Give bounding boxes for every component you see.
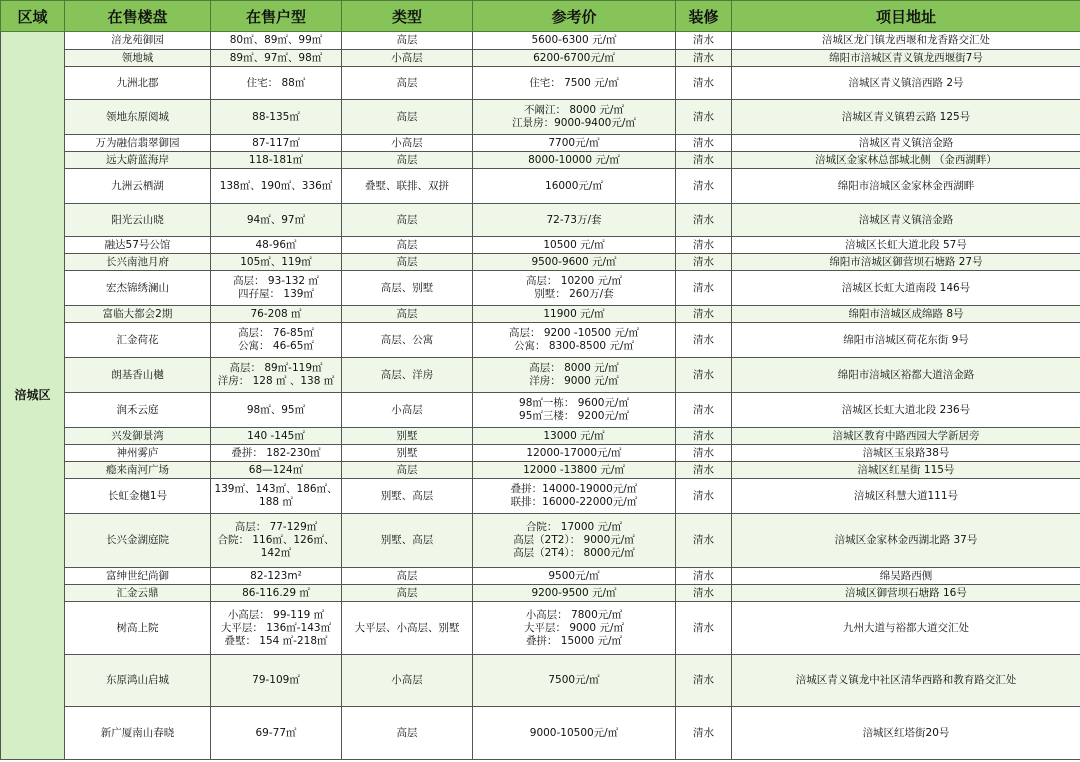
price-cell-line: 9500-9600 元/㎡ xyxy=(531,255,617,268)
property-name-cell: 长兴金湖庭院 xyxy=(65,514,211,568)
decoration-cell: 清水 xyxy=(676,32,732,50)
table-row xyxy=(1,655,1080,707)
property-name-cell: 九洲云栖湖 xyxy=(65,169,211,204)
price-cell xyxy=(473,135,676,152)
address-cell: 绵阳市涪城区青义镇龙西堰街7号 xyxy=(732,50,1080,67)
price-cell xyxy=(473,254,676,271)
building-type-cell xyxy=(342,237,473,254)
table-row xyxy=(1,50,1080,67)
unit-type-cell-line: 洋房： 128 ㎡ 、138 ㎡ xyxy=(217,375,335,387)
unit-type-cell-line: 合院： 116㎡、126㎡、 xyxy=(217,534,335,546)
building-type-cell xyxy=(342,568,473,585)
address-cell: 绵阳市涪城区金家林金西湖畔 xyxy=(732,169,1080,204)
table-row xyxy=(1,169,1080,204)
price-cell-line: 不阚江： 8000 元/㎡ xyxy=(524,104,624,116)
unit-type-cell xyxy=(211,358,342,393)
unit-type-cell xyxy=(211,585,342,602)
unit-type-cell xyxy=(211,479,342,514)
property-name-cell: 富临大都会2期 xyxy=(65,306,211,323)
decoration-cell: 清水 xyxy=(676,707,732,760)
property-name-cell: 朗基香山樾 xyxy=(65,358,211,393)
price-cell xyxy=(473,50,676,67)
unit-type-cell-line: 118-181㎡ xyxy=(248,153,304,166)
address-cell: 涪城区青义镇龙中社区清华西路和教育路交汇处 xyxy=(732,655,1080,707)
unit-type-cell-line: 140 -145㎡ xyxy=(247,429,305,442)
building-type-cell xyxy=(342,323,473,358)
unit-type-cell xyxy=(211,152,342,169)
table-row xyxy=(1,135,1080,152)
property-name-cell: 东原鸿山启城 xyxy=(65,655,211,707)
price-cell xyxy=(473,479,676,514)
address-cell: 涪城区科慧大道111号 xyxy=(732,479,1080,514)
property-name-cell: 汇金荷花 xyxy=(65,323,211,358)
price-cell-line: 洋房： 9000 元/㎡ xyxy=(529,375,619,387)
unit-type-cell-line: 住宅： 88㎡ xyxy=(246,76,306,89)
price-cell xyxy=(473,237,676,254)
building-type-cell-line: 小高层 xyxy=(391,136,423,149)
unit-type-cell xyxy=(211,50,342,67)
table-row xyxy=(1,67,1080,100)
building-type-cell xyxy=(342,585,473,602)
property-name-cell: 远大蔚蓝海岸 xyxy=(65,152,211,169)
price-cell-line: 叠拼： 15000 元/㎡ xyxy=(525,634,623,647)
property-name-cell: 涪龙苑御园 xyxy=(65,32,211,50)
price-cell xyxy=(473,585,676,602)
address-cell: 绵阳市涪城区裕都大道涪金路 xyxy=(732,358,1080,393)
decoration-cell: 清水 xyxy=(676,585,732,602)
address-cell: 绵阳市涪城区御营坝石塘路 27号 xyxy=(732,254,1080,271)
unit-type-cell-line: 四孖屋： 139㎡ xyxy=(238,288,314,300)
price-cell-line: 高层： 10200 元/㎡ xyxy=(525,275,623,287)
table-row xyxy=(1,271,1080,306)
building-type-cell-line: 高层、别墅 xyxy=(380,281,434,294)
property-name-cell: 长虹金樾1号 xyxy=(65,479,211,514)
unit-type-cell xyxy=(211,237,342,254)
address-cell: 绵阳市涪城区成绵路 8号 xyxy=(732,306,1080,323)
decoration-cell: 清水 xyxy=(676,514,732,568)
decoration-cell: 清水 xyxy=(676,100,732,135)
building-type-cell xyxy=(342,169,473,204)
decoration-cell: 清水 xyxy=(676,204,732,237)
building-type-cell-line: 高层、洋房 xyxy=(380,368,434,381)
property-name-cell: 领地城 xyxy=(65,50,211,67)
building-type-cell xyxy=(342,271,473,306)
price-cell xyxy=(473,67,676,100)
property-name-cell: 兴发御景湾 xyxy=(65,428,211,445)
unit-type-cell xyxy=(211,323,342,358)
building-type-cell xyxy=(342,204,473,237)
price-cell xyxy=(473,204,676,237)
price-cell-line: 小高层： 7800元/㎡ xyxy=(525,608,623,621)
address-cell: 绵阳市涪城区荷花东街 9号 xyxy=(732,323,1080,358)
building-type-cell xyxy=(342,655,473,707)
price-cell-line: 95㎡三楼： 9200元/㎡ xyxy=(519,410,629,422)
table-row xyxy=(1,445,1080,462)
address-cell: 涪城区龙门镇龙西堰和龙香路交汇处 xyxy=(732,32,1080,50)
price-cell xyxy=(473,462,676,479)
unit-type-cell-line: 98㎡、95㎡ xyxy=(246,403,306,416)
building-type-cell-line: 小高层 xyxy=(391,403,423,416)
decoration-cell: 清水 xyxy=(676,393,732,428)
property-name-cell: 万为融信翡翠御园 xyxy=(65,135,211,152)
unit-type-cell xyxy=(211,271,342,306)
building-type-cell-line: 高层、公寓 xyxy=(380,333,434,346)
decoration-cell: 清水 xyxy=(676,323,732,358)
building-type-cell xyxy=(342,428,473,445)
price-cell-line: 高层： 8000 元/㎡ xyxy=(529,362,619,374)
price-cell-line: 高层（2T2）： 9000元/㎡ xyxy=(513,534,635,546)
unit-type-cell xyxy=(211,568,342,585)
unit-type-cell xyxy=(211,306,342,323)
property-name-cell: 阳光云山晓 xyxy=(65,204,211,237)
table-row xyxy=(1,479,1080,514)
unit-type-cell xyxy=(211,393,342,428)
header-building-type: 类型 xyxy=(342,1,473,32)
property-name-cell: 九洲北郡 xyxy=(65,67,211,100)
property-name-cell: 润禾云庭 xyxy=(65,393,211,428)
price-cell-line: 高层（2T4）： 8000元/㎡ xyxy=(513,547,635,559)
address-cell: 涪城区金家林总部城北侧 （金西湖畔） xyxy=(732,152,1080,169)
price-cell-line: 9000-10500元/㎡ xyxy=(529,726,619,739)
building-type-cell-line: 叠墅、联排、双拼 xyxy=(365,179,449,192)
price-cell-line: 13000 元/㎡ xyxy=(543,429,605,442)
price-cell-line: 9200-9500 元/㎡ xyxy=(531,586,617,599)
price-cell xyxy=(473,152,676,169)
building-type-cell xyxy=(342,445,473,462)
table-row xyxy=(1,204,1080,237)
unit-type-cell xyxy=(211,135,342,152)
price-cell-line: 5600-6300 元/㎡ xyxy=(531,34,617,46)
unit-type-cell xyxy=(211,655,342,707)
unit-type-cell-line: 87-117㎡ xyxy=(252,136,300,149)
address-cell: 九州大道与裕都大道交汇处 xyxy=(732,602,1080,655)
building-type-cell xyxy=(342,32,473,50)
unit-type-cell xyxy=(211,32,342,50)
header-row xyxy=(1,1,1080,32)
price-cell-line: 住宅： 7500 元/㎡ xyxy=(529,76,619,89)
unit-type-cell-line: 89㎡、97㎡、98㎡ xyxy=(229,51,323,64)
price-cell-line: 公寓： 8300-8500 元/㎡ xyxy=(514,340,634,352)
unit-type-cell-line: 188 ㎡ xyxy=(259,496,293,508)
building-type-cell-line: 高层 xyxy=(396,76,418,89)
price-cell xyxy=(473,323,676,358)
unit-type-cell xyxy=(211,100,342,135)
unit-type-cell xyxy=(211,254,342,271)
header-address: 项目地址 xyxy=(732,1,1080,32)
price-cell-line: 7700元/㎡ xyxy=(548,136,600,149)
price-cell-line: 别墅： 260万/套 xyxy=(534,288,614,300)
building-type-cell-line: 高层 xyxy=(396,153,418,166)
unit-type-cell-line: 82-123m² xyxy=(250,569,302,582)
address-cell: 涪城区长虹大道北段 236号 xyxy=(732,393,1080,428)
decoration-cell: 清水 xyxy=(676,462,732,479)
building-type-cell-line: 别墅、高层 xyxy=(380,489,434,502)
building-type-cell-line: 高层 xyxy=(396,726,418,739)
building-type-cell-line: 高层 xyxy=(396,213,418,226)
table-row xyxy=(1,707,1080,760)
unit-type-cell-line: 69-77㎡ xyxy=(255,726,297,739)
unit-type-cell-line: 高层： 93-132 ㎡ xyxy=(233,275,319,287)
unit-type-cell xyxy=(211,514,342,568)
unit-type-cell xyxy=(211,204,342,237)
price-cell-line: 6200-6700元/㎡ xyxy=(533,51,615,64)
table-row xyxy=(1,428,1080,445)
unit-type-cell-line: 68—124㎡ xyxy=(248,463,304,476)
building-type-cell-line: 小高层 xyxy=(391,674,423,686)
building-type-cell xyxy=(342,358,473,393)
address-cell: 涪城区青义镇涪金路 xyxy=(732,204,1080,237)
price-cell-line: 8000-10000 元/㎡ xyxy=(528,153,620,166)
building-type-cell xyxy=(342,135,473,152)
price-cell-line: 98㎡一栋： 9600元/㎡ xyxy=(519,397,629,409)
price-cell-line: 联排：16000-22000元/㎡ xyxy=(510,496,638,508)
property-name-cell: 神州雾庐 xyxy=(65,445,211,462)
building-type-cell xyxy=(342,306,473,323)
unit-type-cell-line: 138㎡、190㎡、336㎡ xyxy=(219,179,333,192)
decoration-cell: 清水 xyxy=(676,358,732,393)
price-cell xyxy=(473,445,676,462)
unit-type-cell-line: 86-116.29 ㎡ xyxy=(242,586,310,599)
price-cell xyxy=(473,358,676,393)
building-type-cell-line: 高层 xyxy=(396,238,418,251)
price-cell-line: 叠拼：14000-19000元/㎡ xyxy=(510,483,638,495)
property-name-cell: 新广厦南山春晓 xyxy=(65,707,211,760)
building-type-cell-line: 高层 xyxy=(396,463,418,476)
price-cell-line: 高层： 9200 -10500 元/㎡ xyxy=(509,327,639,339)
unit-type-cell-line: 大平层： 136㎡-143㎡ xyxy=(220,621,332,634)
table-row xyxy=(1,602,1080,655)
address-cell: 涪城区御营坝石塘路 16号 xyxy=(732,585,1080,602)
unit-type-cell-line: 小高层： 99-119 ㎡ xyxy=(227,608,325,621)
building-type-cell-line: 大平层、小高层、别墅 xyxy=(354,621,460,634)
table-row xyxy=(1,462,1080,479)
price-cell-line: 11900 元/㎡ xyxy=(543,307,605,320)
address-cell: 绵吴路西侧 xyxy=(732,568,1080,585)
unit-type-cell xyxy=(211,707,342,760)
property-name-cell: 瘾来南河广场 xyxy=(65,462,211,479)
price-cell-line: 合院： 17000 元/㎡ xyxy=(525,521,623,533)
unit-type-cell-line: 139㎡、143㎡、186㎡、 xyxy=(214,483,338,495)
table-row xyxy=(1,237,1080,254)
building-type-cell-line: 别墅 xyxy=(396,446,418,459)
decoration-cell: 清水 xyxy=(676,50,732,67)
building-type-cell-line: 别墅 xyxy=(396,429,418,442)
building-type-cell-line: 高层 xyxy=(396,110,418,123)
table-row xyxy=(1,306,1080,323)
decoration-cell: 清水 xyxy=(676,67,732,100)
decoration-cell: 清水 xyxy=(676,428,732,445)
building-type-cell xyxy=(342,602,473,655)
price-cell-line: 江景房：9000-9400元/㎡ xyxy=(512,117,636,129)
table-row xyxy=(1,585,1080,602)
decoration-cell: 清水 xyxy=(676,306,732,323)
address-cell: 涪城区青义镇碧云路 125号 xyxy=(732,100,1080,135)
address-cell: 涪城区青义镇涪金路 xyxy=(732,135,1080,152)
unit-type-cell-line: 高层： 76-85㎡ xyxy=(238,327,314,339)
unit-type-cell-line: 叠墅： 154 ㎡-218㎡ xyxy=(224,634,328,647)
property-name-cell: 汇金云鼎 xyxy=(65,585,211,602)
price-cell xyxy=(473,169,676,204)
unit-type-cell xyxy=(211,602,342,655)
price-cell-line: 12000-17000元/㎡ xyxy=(526,446,622,459)
price-cell-line: 16000元/㎡ xyxy=(545,179,603,192)
unit-type-cell-line: 高层： 89㎡-119㎡ xyxy=(229,362,323,374)
building-type-cell-line: 高层 xyxy=(396,307,418,320)
decoration-cell: 清水 xyxy=(676,254,732,271)
unit-type-cell-line: 142㎡ xyxy=(260,547,292,559)
decoration-cell: 清水 xyxy=(676,479,732,514)
building-type-cell-line: 高层 xyxy=(396,34,418,46)
table-row xyxy=(1,254,1080,271)
address-cell: 涪城区红塔街20号 xyxy=(732,707,1080,760)
building-type-cell xyxy=(342,393,473,428)
price-cell-line: 9500元/㎡ xyxy=(548,569,600,582)
table-row xyxy=(1,393,1080,428)
unit-type-cell-line: 94㎡、97㎡ xyxy=(246,213,306,226)
price-cell-line: 72-73万/套 xyxy=(546,213,602,226)
property-name-cell: 富绅世纪尚御 xyxy=(65,568,211,585)
unit-type-cell xyxy=(211,445,342,462)
price-cell xyxy=(473,306,676,323)
unit-type-cell-line: 79-109㎡ xyxy=(252,674,300,686)
address-cell: 涪城区长虹大道南段 146号 xyxy=(732,271,1080,306)
table-row xyxy=(1,514,1080,568)
price-cell-line: 7500元/㎡ xyxy=(548,674,600,686)
header-property: 在售楼盘 xyxy=(65,1,211,32)
property-name-cell: 长兴南池月府 xyxy=(65,254,211,271)
address-cell: 涪城区红星街 115号 xyxy=(732,462,1080,479)
price-cell-line: 大平层： 9000 元/㎡ xyxy=(524,621,624,634)
building-type-cell-line: 小高层 xyxy=(391,51,423,64)
address-cell: 涪城区长虹大道北段 57号 xyxy=(732,237,1080,254)
price-cell xyxy=(473,271,676,306)
address-cell: 涪城区玉泉路38号 xyxy=(732,445,1080,462)
table-row xyxy=(1,100,1080,135)
building-type-cell xyxy=(342,50,473,67)
header-region: 区域 xyxy=(1,1,65,32)
building-type-cell-line: 高层 xyxy=(396,255,418,268)
decoration-cell: 清水 xyxy=(676,169,732,204)
table-row xyxy=(1,152,1080,169)
price-cell xyxy=(473,707,676,760)
table-body xyxy=(1,32,1080,760)
building-type-cell-line: 高层 xyxy=(396,569,418,582)
decoration-cell: 清水 xyxy=(676,568,732,585)
property-name-cell: 领地东原阅城 xyxy=(65,100,211,135)
decoration-cell: 清水 xyxy=(676,655,732,707)
unit-type-cell-line: 76-208 ㎡ xyxy=(250,307,302,320)
price-cell xyxy=(473,100,676,135)
table-row xyxy=(1,323,1080,358)
header-unit-type: 在售户型 xyxy=(211,1,342,32)
building-type-cell xyxy=(342,152,473,169)
price-cell-line: 12000 -13800 元/㎡ xyxy=(523,463,625,476)
decoration-cell: 清水 xyxy=(676,445,732,462)
price-cell xyxy=(473,655,676,707)
price-cell-line: 10500 元/㎡ xyxy=(543,238,605,251)
building-type-cell xyxy=(342,514,473,568)
decoration-cell: 清水 xyxy=(676,271,732,306)
table-row xyxy=(1,358,1080,393)
building-type-cell xyxy=(342,462,473,479)
building-type-cell-line: 高层 xyxy=(396,586,418,599)
building-type-cell xyxy=(342,67,473,100)
unit-type-cell xyxy=(211,462,342,479)
region-cell: 涪城区 xyxy=(1,32,65,760)
price-cell xyxy=(473,393,676,428)
header-price: 参考价 xyxy=(473,1,676,32)
unit-type-cell xyxy=(211,67,342,100)
unit-type-cell xyxy=(211,169,342,204)
price-cell xyxy=(473,32,676,50)
unit-type-cell-line: 88-135㎡ xyxy=(252,110,300,123)
unit-type-cell-line: 高层： 77-129㎡ xyxy=(234,521,318,533)
building-type-cell xyxy=(342,254,473,271)
decoration-cell: 清水 xyxy=(676,602,732,655)
unit-type-cell-line: 80㎡、89㎡、99㎡ xyxy=(229,34,323,46)
property-name-cell: 树高上院 xyxy=(65,602,211,655)
unit-type-cell-line: 公寓： 46-65㎡ xyxy=(238,340,314,352)
property-name-cell: 宏杰锦绣澜山 xyxy=(65,271,211,306)
header-decoration: 装修 xyxy=(676,1,732,32)
unit-type-cell xyxy=(211,428,342,445)
price-cell xyxy=(473,568,676,585)
decoration-cell: 清水 xyxy=(676,152,732,169)
table-row xyxy=(1,568,1080,585)
price-cell xyxy=(473,428,676,445)
address-cell: 涪城区青义镇涪西路 2号 xyxy=(732,67,1080,100)
price-cell xyxy=(473,602,676,655)
table-row xyxy=(1,32,1080,50)
decoration-cell: 清水 xyxy=(676,237,732,254)
address-cell: 涪城区教育中路西园大学新居旁 xyxy=(732,428,1080,445)
unit-type-cell-line: 叠拼： 182-230㎡ xyxy=(231,446,321,459)
building-type-cell xyxy=(342,100,473,135)
building-type-cell xyxy=(342,479,473,514)
unit-type-cell-line: 48-96㎡ xyxy=(255,238,297,251)
price-cell xyxy=(473,514,676,568)
property-name-cell: 融达57号公馆 xyxy=(65,237,211,254)
building-type-cell-line: 别墅、高层 xyxy=(380,534,434,546)
unit-type-cell-line: 105㎡、119㎡ xyxy=(240,255,312,268)
address-cell: 涪城区金家林金西湖北路 37号 xyxy=(732,514,1080,568)
building-type-cell xyxy=(342,707,473,760)
decoration-cell: 清水 xyxy=(676,135,732,152)
